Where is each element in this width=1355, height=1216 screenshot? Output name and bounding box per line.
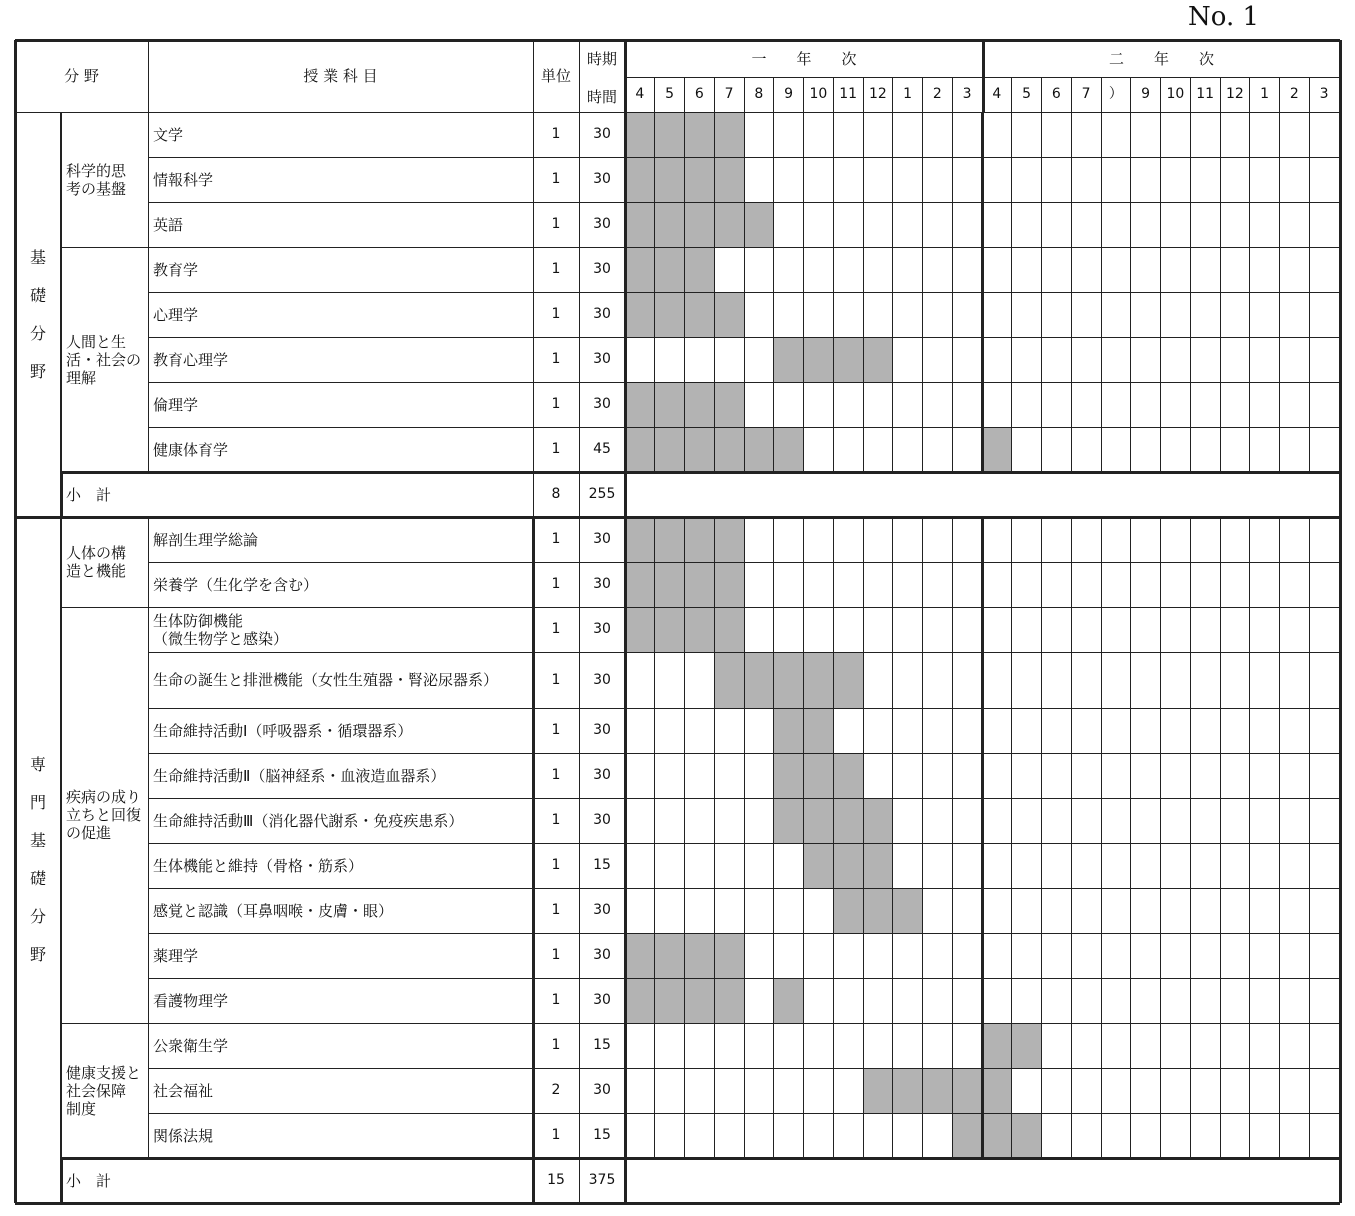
units-value: 1: [551, 216, 561, 232]
schedule-shaded-cell: [685, 427, 715, 472]
units-value: 1: [551, 441, 561, 457]
subtotal-units: 15: [547, 1172, 565, 1188]
schedule-shaded-cell: [952, 1068, 982, 1113]
units-value: 1: [551, 621, 561, 637]
grid-line: [1071, 77, 1072, 112]
grid-line: [1071, 112, 1072, 472]
grid-line: [1041, 517, 1042, 1158]
month-header-y2: 6: [1051, 86, 1061, 102]
grid-line: [952, 112, 953, 472]
subtotal-units: 8: [551, 486, 561, 502]
schedule-shaded-cell: [625, 427, 655, 472]
grid-line: [579, 112, 580, 517]
units-value: 1: [551, 351, 561, 367]
units-value: 1: [551, 306, 561, 322]
grid-line: [773, 77, 774, 112]
month-header-y2: 12: [1225, 86, 1244, 102]
subject-name: 生命維持活動Ⅲ（消化器代謝系・免疫疾患系）: [153, 811, 464, 830]
schedule-shaded-cell: [655, 978, 685, 1023]
grid-line: [714, 112, 715, 472]
section-name: 基 礎 分 野: [29, 247, 46, 381]
schedule-shaded-cell: [625, 202, 655, 247]
units-value: 1: [551, 671, 561, 688]
hours-value: 30: [593, 1082, 611, 1098]
group-name: 人間と生 活・社会の 理解: [66, 332, 142, 387]
schedule-shaded-cell: [744, 427, 774, 472]
month-header-y2: 3: [1319, 86, 1329, 102]
grid-line: [714, 517, 715, 1158]
hours-value: 45: [593, 441, 611, 457]
grid-line: [1220, 77, 1221, 112]
schedule-shaded-cell: [982, 427, 1012, 472]
schedule-shaded-cell: [625, 292, 655, 337]
grid-line: [684, 77, 685, 112]
schedule-shaded-cell: [655, 112, 685, 157]
grid-line: [803, 112, 804, 472]
hours-value: 30: [593, 216, 611, 232]
grid-line: [714, 77, 715, 112]
subject-name: 文学: [153, 125, 184, 144]
grid-line: [773, 517, 774, 1158]
grid-line: [1339, 40, 1342, 1203]
hours-value: 30: [593, 171, 611, 187]
schedule-shaded-cell: [804, 652, 834, 708]
schedule-shaded-cell: [625, 517, 655, 562]
grid-line: [60, 517, 62, 1203]
schedule-shaded-cell: [625, 382, 655, 427]
units-value: 1: [551, 576, 561, 592]
schedule-shaded-cell: [685, 978, 715, 1023]
subject-name: 生体防御機能 （微生物学と感染）: [153, 611, 289, 648]
grid-line: [15, 516, 1340, 519]
schedule-shaded-cell: [685, 517, 715, 562]
schedule-shaded-cell: [714, 517, 744, 562]
subtotal-hours: 255: [588, 486, 616, 502]
grid-line: [744, 77, 745, 112]
units-value: 1: [551, 261, 561, 277]
grid-line: [533, 40, 534, 112]
schedule-shaded-cell: [655, 157, 685, 202]
grid-line: [61, 1023, 148, 1024]
schedule-shaded-cell: [655, 607, 685, 652]
schedule-shaded-cell: [655, 517, 685, 562]
section-name: 専 門 基 礎 分 野: [29, 755, 46, 964]
group-name: 人体の構 造と機能: [66, 544, 127, 580]
hours-value: 30: [593, 621, 611, 637]
schedule-shaded-cell: [1012, 1113, 1042, 1158]
hours-value: 30: [593, 351, 611, 367]
schedule-shaded-cell: [655, 933, 685, 978]
month-header-y1: 1: [903, 86, 913, 102]
month-header-y1: 5: [665, 86, 675, 102]
grid-line: [1160, 517, 1161, 1158]
hours-value: 30: [593, 812, 611, 828]
group-name: 科学的思 考の基盤: [66, 161, 127, 198]
schedule-shaded-cell: [804, 708, 834, 753]
units-value: 1: [551, 722, 561, 738]
schedule-shaded-cell: [774, 337, 804, 382]
schedule-shaded-cell: [1012, 1023, 1042, 1068]
grid-line: [952, 77, 953, 112]
subtotal-label: 小 計: [66, 1171, 112, 1190]
schedule-shaded-cell: [625, 933, 655, 978]
units-value: 2: [551, 1082, 561, 1098]
subject-name: 薬理学: [153, 946, 199, 965]
group-name: 健康支援と 社会保障 制度: [66, 1063, 142, 1118]
subject-name: 教育学: [153, 260, 199, 279]
units-value: 1: [551, 396, 561, 412]
schedule-shaded-cell: [655, 382, 685, 427]
month-header-y1: 10: [809, 86, 828, 102]
hours-value: 30: [593, 396, 611, 412]
grid-line: [533, 112, 534, 517]
hours-value: 30: [593, 531, 611, 547]
schedule-shaded-cell: [833, 652, 863, 708]
grid-line: [15, 1202, 1340, 1205]
schedule-shaded-cell: [714, 978, 744, 1023]
month-header-y2: 4: [992, 86, 1002, 102]
subject-name: 社会福祉: [153, 1081, 214, 1100]
grid-line: [148, 112, 149, 472]
subject-name: 倫理学: [153, 395, 199, 414]
schedule-shaded-cell: [774, 708, 804, 753]
subject-name: 心理学: [153, 305, 199, 324]
subject-name: 関係法規: [153, 1126, 214, 1145]
schedule-shaded-cell: [685, 157, 715, 202]
units-value: 1: [551, 531, 561, 547]
schedule-shaded-cell: [833, 753, 863, 798]
subject-name: 情報科学: [153, 170, 214, 189]
month-header-y1: 3: [962, 86, 972, 102]
schedule-shaded-cell: [982, 1113, 1012, 1158]
schedule-shaded-cell: [744, 202, 774, 247]
subject-name: 公衆衛生学: [153, 1036, 229, 1055]
schedule-shaded-cell: [655, 427, 685, 472]
subtotal-hours: 375: [588, 1172, 616, 1188]
schedule-shaded-cell: [714, 933, 744, 978]
units-value: 1: [551, 947, 561, 963]
grid-line: [15, 112, 1340, 113]
units-value: 1: [551, 992, 561, 1008]
grid-line: [684, 517, 685, 1158]
schedule-shaded-cell: [685, 202, 715, 247]
schedule-shaded-cell: [685, 607, 715, 652]
hours-value: 30: [593, 902, 611, 918]
grid-line: [1249, 517, 1250, 1158]
hours-value: 30: [593, 126, 611, 142]
schedule-shaded-cell: [982, 1068, 1012, 1113]
grid-line: [922, 517, 923, 1158]
grid-line: [14, 40, 17, 1203]
month-header-y2: 10: [1166, 86, 1185, 102]
schedule-shaded-cell: [685, 247, 715, 292]
header-hours: 時間: [586, 87, 617, 106]
subject-name: 解剖生理学総論: [153, 530, 259, 549]
schedule-shaded-cell: [863, 337, 893, 382]
grid-line: [833, 112, 834, 472]
grid-line: [1249, 77, 1250, 112]
grid-line: [1279, 517, 1280, 1158]
header-year1: 一 年 次: [751, 49, 857, 68]
grid-line: [60, 112, 62, 517]
schedule-shaded-cell: [714, 607, 744, 652]
schedule-shaded-cell: [863, 798, 893, 843]
grid-line: [1190, 112, 1191, 472]
grid-line: [1101, 77, 1102, 112]
units-value: 1: [551, 857, 561, 873]
month-header-y2: 11: [1196, 86, 1215, 102]
grid-line: [773, 112, 774, 472]
grid-line: [624, 517, 627, 1203]
grid-line: [61, 607, 148, 608]
hours-value: 30: [593, 767, 611, 783]
schedule-shaded-cell: [804, 753, 834, 798]
grid-line: [1130, 517, 1131, 1158]
month-header-y1: 9: [784, 86, 794, 102]
schedule-shaded-cell: [863, 888, 893, 933]
subject-name: 健康体育学: [153, 440, 229, 459]
subject-name: 教育心理学: [153, 350, 229, 369]
schedule-shaded-cell: [714, 157, 744, 202]
header-period: 時期: [586, 49, 617, 68]
hours-value: 30: [593, 261, 611, 277]
grid-line: [579, 40, 580, 112]
schedule-shaded-cell: [982, 1023, 1012, 1068]
page-number: No. 1: [1188, 2, 1260, 32]
grid-line: [1309, 112, 1310, 472]
grid-line: [833, 517, 834, 1158]
subject-name: 生体機能と維持（骨格・筋系）: [153, 856, 364, 875]
schedule-shaded-cell: [893, 888, 923, 933]
grid-line: [1249, 112, 1250, 472]
grid-line: [1309, 77, 1310, 112]
hours-value: 30: [593, 576, 611, 592]
month-header-y2: 9: [1141, 86, 1151, 102]
schedule-shaded-cell: [893, 1068, 923, 1113]
grid-line: [833, 77, 834, 112]
month-header-y1: 11: [839, 86, 858, 102]
schedule-shaded-cell: [655, 202, 685, 247]
schedule-shaded-cell: [714, 652, 744, 708]
schedule-shaded-cell: [625, 607, 655, 652]
grid-line: [863, 112, 864, 472]
schedule-shaded-cell: [685, 382, 715, 427]
schedule-shaded-cell: [714, 427, 744, 472]
grid-line: [1101, 112, 1102, 472]
grid-line: [1190, 77, 1191, 112]
grid-line: [1279, 77, 1280, 112]
month-header-y1: 8: [754, 86, 764, 102]
grid-line: [1190, 517, 1191, 1158]
grid-line: [624, 40, 627, 112]
schedule-shaded-cell: [833, 888, 863, 933]
schedule-shaded-cell: [863, 1068, 893, 1113]
grid-line: [1130, 77, 1131, 112]
grid-line: [61, 247, 148, 248]
grid-line: [532, 517, 535, 1203]
group-name: 疾病の成り 立ちと回復 の促進: [66, 788, 142, 842]
subject-name: 感覚と認識（耳鼻咽喉・皮膚・眼）: [153, 901, 394, 920]
header-units: 単位: [540, 67, 571, 85]
schedule-shaded-cell: [714, 382, 744, 427]
schedule-shaded-cell: [625, 562, 655, 607]
schedule-shaded-cell: [804, 337, 834, 382]
hours-value: 30: [593, 947, 611, 963]
header-year2: 二 年 次: [1108, 49, 1214, 68]
schedule-shaded-cell: [685, 562, 715, 607]
schedule-shaded-cell: [833, 337, 863, 382]
hours-value: 15: [593, 857, 611, 873]
hours-value: 30: [593, 992, 611, 1008]
grid-line: [1279, 112, 1280, 472]
schedule-shaded-cell: [625, 112, 655, 157]
subtotal-label: 小 計: [66, 485, 112, 504]
units-value: 1: [551, 767, 561, 783]
grid-line: [982, 40, 985, 112]
subject-name: 生命の誕生と排泄機能（女性生殖器・腎泌尿器系）: [153, 671, 499, 689]
grid-line: [1130, 112, 1131, 472]
grid-line: [1011, 77, 1012, 112]
grid-line: [863, 77, 864, 112]
grid-line: [654, 112, 655, 472]
schedule-shaded-cell: [804, 798, 834, 843]
subject-name: 栄養学（生化学を含む）: [153, 575, 319, 594]
grid-line: [1160, 77, 1161, 112]
units-value: 1: [551, 171, 561, 187]
schedule-shaded-cell: [685, 112, 715, 157]
schedule-shaded-cell: [685, 292, 715, 337]
month-header-y1: 6: [694, 86, 704, 102]
grid-line: [624, 112, 627, 517]
schedule-shaded-cell: [774, 652, 804, 708]
schedule-shaded-cell: [744, 652, 774, 708]
units-value: 1: [551, 126, 561, 142]
month-header-y1: 12: [868, 86, 887, 102]
grid-line: [1309, 517, 1310, 1158]
hours-value: 15: [593, 1127, 611, 1143]
schedule-shaded-cell: [774, 427, 804, 472]
grid-line: [803, 77, 804, 112]
month-header-y2: 2: [1289, 86, 1299, 102]
schedule-shaded-cell: [774, 753, 804, 798]
month-header-y2: 5: [1022, 86, 1032, 102]
header-subject: 授 業 科 目: [303, 67, 378, 85]
grid-line: [863, 517, 864, 1158]
grid-line: [60, 472, 63, 517]
schedule-shaded-cell: [625, 978, 655, 1023]
schedule-shaded-cell: [804, 843, 834, 888]
schedule-shaded-cell: [863, 843, 893, 888]
grid-line: [60, 1158, 63, 1203]
hours-value: 30: [593, 671, 611, 688]
subject-name: 生命維持活動Ⅰ（呼吸器系・循環器系）: [153, 721, 413, 740]
month-header-y2: 1: [1260, 86, 1270, 102]
grid-line: [1011, 112, 1012, 472]
schedule-shaded-cell: [774, 978, 804, 1023]
grid-line: [684, 112, 685, 472]
grid-line: [744, 517, 745, 1158]
units-value: 1: [551, 1127, 561, 1143]
schedule-shaded-cell: [625, 247, 655, 292]
grid-line: [803, 517, 804, 1158]
grid-line: [922, 77, 923, 112]
month-header-y2: 7: [1081, 86, 1091, 102]
schedule-shaded-cell: [923, 1068, 953, 1113]
grid-line: [1220, 112, 1221, 472]
hours-value: 30: [593, 306, 611, 322]
schedule-shaded-cell: [655, 562, 685, 607]
grid-line: [744, 112, 745, 472]
grid-line: [981, 112, 984, 472]
subject-name: 英語: [153, 215, 184, 234]
grid-line: [61, 471, 1340, 474]
grid-line: [61, 1157, 1340, 1160]
grid-line: [1011, 517, 1012, 1158]
subject-name: 看護物理学: [153, 991, 229, 1010]
grid-line: [15, 39, 1340, 42]
grid-line: [892, 112, 893, 472]
schedule-shaded-cell: [714, 562, 744, 607]
schedule-shaded-cell: [655, 292, 685, 337]
grid-line: [148, 40, 149, 112]
schedule-shaded-cell: [833, 798, 863, 843]
grid-line: [1220, 517, 1221, 1158]
schedule-shaded-cell: [774, 798, 804, 843]
schedule-shaded-cell: [714, 202, 744, 247]
grid-line: [922, 112, 923, 472]
units-value: 1: [551, 812, 561, 828]
grid-line: [1041, 112, 1042, 472]
schedule-shaded-cell: [714, 292, 744, 337]
grid-line: [654, 517, 655, 1158]
subject-name: 生命維持活動Ⅱ（脳神経系・血液造血器系）: [153, 766, 446, 785]
grid-line: [148, 517, 149, 1158]
grid-line: [1160, 112, 1161, 472]
hours-value: 30: [593, 722, 611, 738]
grid-line: [952, 517, 953, 1158]
schedule-shaded-cell: [625, 157, 655, 202]
month-header-y1: 4: [635, 86, 645, 102]
grid-line: [1041, 77, 1042, 112]
grid-line: [892, 517, 893, 1158]
grid-line: [1101, 517, 1102, 1158]
month-header-y1: 2: [932, 86, 942, 102]
units-value: 1: [551, 902, 561, 918]
schedule-shaded-cell: [685, 933, 715, 978]
schedule-shaded-cell: [714, 112, 744, 157]
schedule-shaded-cell: [655, 247, 685, 292]
grid-line: [981, 517, 984, 1158]
month-header-y2: ）: [1108, 86, 1123, 102]
grid-line: [654, 77, 655, 112]
month-header-y1: 7: [724, 86, 734, 102]
units-value: 1: [551, 1037, 561, 1053]
grid-line: [579, 517, 580, 1203]
hours-value: 15: [593, 1037, 611, 1053]
grid-line: [892, 77, 893, 112]
schedule-shaded-cell: [833, 843, 863, 888]
schedule-shaded-cell: [952, 1113, 982, 1158]
grid-line: [1071, 517, 1072, 1158]
header-field: 分 野: [64, 67, 99, 85]
